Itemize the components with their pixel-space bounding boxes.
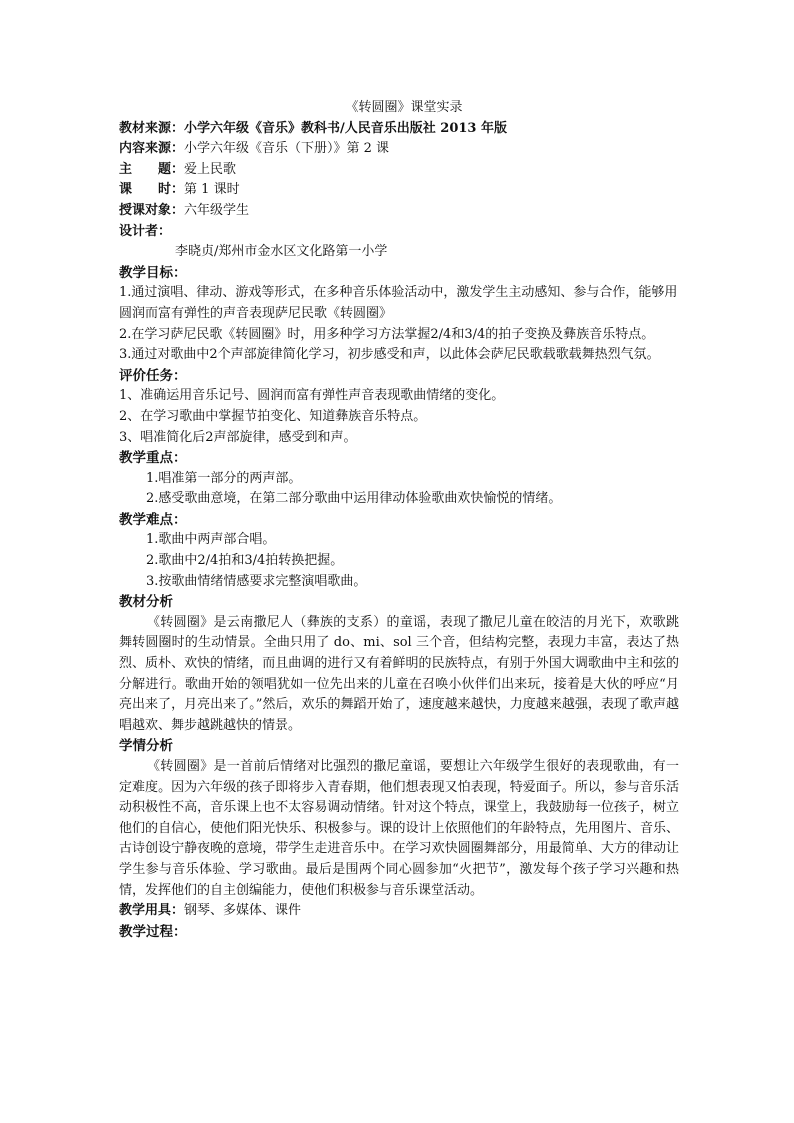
source-value: 小学六年级《音乐》教科书/人民音乐出版社 2013 年版 [184,120,507,136]
evaluation-item: 3、唱准简化后2声部旋律，感受到和声。 [119,429,357,445]
topic-value: 爱上民歌 [184,161,237,177]
keypoint-item: 1.唱准第一部分的两声部。 [146,470,302,486]
keypoints-heading: 教学重点： [119,450,187,467]
goals-list [119,283,679,365]
hours-line [119,180,679,201]
audience-value: 六年级学生 [184,202,250,218]
difficulties-heading: 教学难点： [119,511,187,528]
source-line [119,119,679,140]
students-heading: 学情分析 [119,738,173,755]
tools-value: 钢琴、多媒体、课件 [184,903,302,919]
topic-label-a: 主 [119,161,133,177]
evaluation-item: 2、在学习歌曲中掌握节拍变化、知道彝族音乐特点。 [119,408,427,424]
content-value: 小学六年级《音乐（下册）》第 2 课 [184,141,390,157]
designer-label: 设计者： [119,223,172,239]
goal-item: 1.通过演唱、律动、游戏等形式，在多种音乐体验活动中，激发学生主动感知、参与合作，能够用圆润而富有弹性的声音表现萨尼民歌《转圆圈》 [119,285,678,321]
content-line [119,139,679,160]
keypoints-list [119,469,679,510]
goals-heading: 教学目标： [119,264,187,281]
keypoint-item: 2.感受歌曲意境，在第二部分歌曲中运用律动体验歌曲欢快愉悦的情绪。 [146,491,562,507]
tools-line [119,901,679,922]
hours-label-b: 时： [158,182,185,198]
tools-label: 教学用具： [119,903,185,919]
topic-line [119,160,679,181]
difficulty-item: 2.歌曲中2/4拍和3/4拍转换把握。 [146,553,344,569]
evaluation-item: 1、准确运用音乐记号、圆润而富有弹性声音表现歌曲情绪的变化。 [119,388,505,404]
audience-label: 授课对象： [119,202,185,218]
goal-item: 3.通过对歌曲中2个声部旋律简化学习，初步感受和声，以此体会萨尼民歌载歌载舞热烈气氛。 [119,347,660,363]
difficulty-item: 3.按歌曲情绪情感要求完整演唱歌曲。 [146,573,367,589]
students-paragraph: 《转圆圈》是一首前后情绪对比强烈的撒尼童谣，要想让六年级学生很好的表现歌曲，有一定难度。因为六年级的孩子即将步入青春期，他们想表现又怕表现，特爱面子。所以，参与音乐活动积极性不高，音乐课上也不太容易调动情绪。针对这个特点，课堂上，我鼓励每一位孩子，树立他们的自信心，使他们阳光快乐、积极参与。课的设计上依照他们的年龄特点，先用图片、音乐、古诗创设宁静夜晚的意境，带学生走进音乐中。在学习欢快圆圈舞部分，用最简单、大方的律动让学生参与音乐体验、学习歌曲。最后是围两个同心圆参加“火把节”，激发每个孩子学习兴趣和热情，发挥他们的自主创编能力，使他们积极参与音乐课堂活动。 [119,759,679,898]
hours-label-a: 课 [119,182,133,198]
page-title: 《转圆圈》课堂实录 [345,100,463,115]
content-label: 内容来源： [119,141,185,157]
source-label: 教材来源： [119,120,185,136]
hours-value: 第 1 课时 [184,182,240,198]
evaluation-heading: 评价任务： [119,367,187,384]
designer-line [119,222,679,243]
lesson-record [119,98,679,942]
analysis-heading: 教材分析 [119,594,173,611]
process-heading: 教学过程： [119,923,187,940]
difficulties-list [119,530,679,592]
topic-label-b: 题： [158,161,185,177]
audience-line [119,201,679,222]
goal-item: 2.在学习萨尼民歌《转圆圈》时，用多种学习方法掌握2/4和3/4的拍子变换及彝族音乐特点。 [119,326,655,342]
analysis-paragraph: 《转圆圈》是云南撒尼人（彝族的支系）的童谣，表现了撒尼儿童在皎洁的月光下，欢歌跳舞转圆圈时的生动情景。全曲只用了 do、mi、sol 三个音，但结构完整，表现力丰富，表达了热烈、质朴、欢快的情绪，而且曲调的进行又有着鲜明的民族特点，有别于外国大调歌曲中主和弦的分解进行。歌曲开始的领唱犹如一位先出来的儿童在召唤小伙伴们出来玩，接着是大伙的呼应“月亮出来了，月亮出来了。”然后，欢乐的舞蹈开始了，速度越来越快，力度越来越强，表现了歌声越唱越欢、舞步越跳越快的情景。 [119,614,679,733]
difficulty-item: 1.歌曲中两声部合唱。 [146,532,276,548]
evaluation-list [119,386,679,448]
designer-value: 李晓贞/郑州市金水区文化路第一小学 [175,244,388,260]
